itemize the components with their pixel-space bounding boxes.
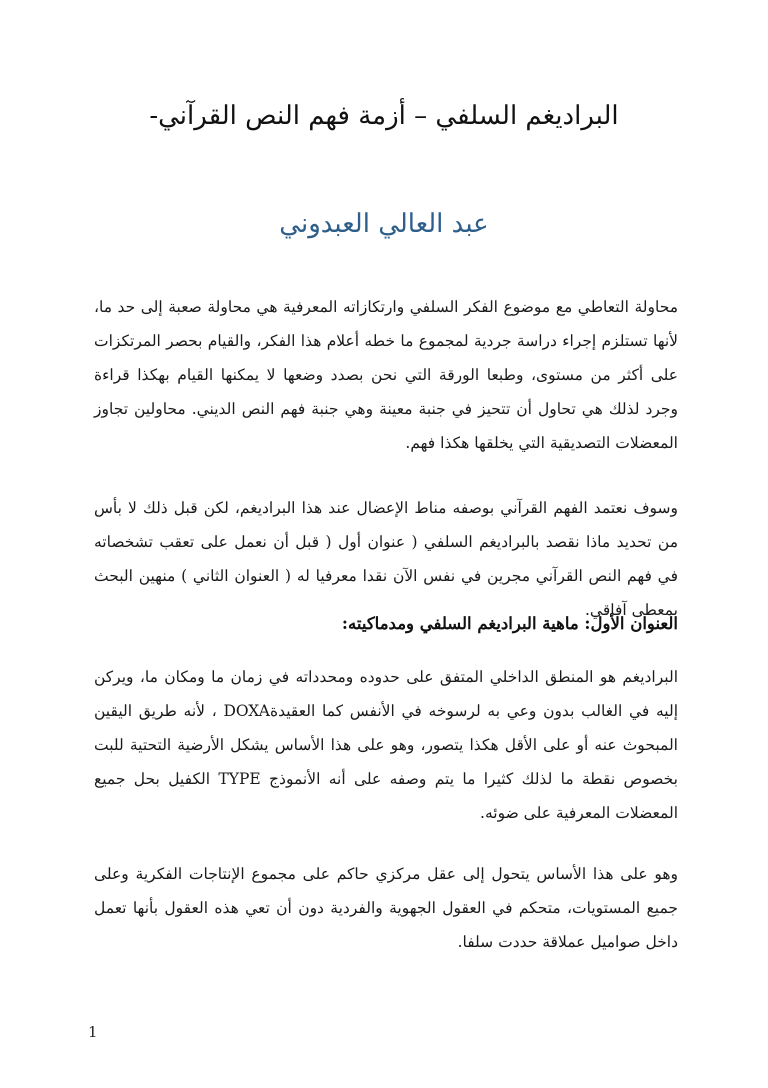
section-heading: العنوان الأول: ماهية البراديغم السلفي ومدماكيته: bbox=[341, 614, 678, 633]
paragraph-method: وسوف نعتمد الفهم القرآني بوصفه مناط الإعضال عند هذا البراديغم، لكن قبل ذلك لا بأس من تحديد ماذا نقصد بالبراديغم السلفي ( عنوان أول ( قبل أن نعمل على تعقب تشخصاته في فهم النص القرآني مجرين في نفس الآن نقدا معرفيا له ( العنوان الثاني ) منهين البحث بمعطى آفاقي. bbox=[94, 499, 678, 619]
paragraph-paradigm-definition: البراديغم هو المنطق الداخلي المتفق على حدوده ومحدداته في زمان ما ومكان ما، ويركن إليه في الغالب بدون وعي به لرسوخه في الأنفس كما العقيدةDOXA ، لأنه طريق اليقين المبحوث عنه أو على الأقل هكذا يتصور، وهو على هذا الأساس يشكل الأرضية التحتية للبت بخصوص نقطة ما لذلك كثيرا ما يتم وصفه على أنه الأنموذج TYPE الكفيل بحل جميع المعضلات المعرفية على ضوئه. bbox=[94, 668, 679, 822]
page-number: 1 bbox=[88, 1023, 98, 1041]
document-title: البراديغم السلفي – أزمة فهم النص القرآني- bbox=[149, 101, 619, 131]
paragraph-central-mind: وهو على هذا الأساس يتحول إلى عقل مركزي حاكم على مجموع الإنتاجات الفكرية وعلى جميع المستويات، متحكم في العقول الجهوية والفردية دون أن تعي هذه العقول بأنها تعمل داخل صواميل عملاقة حددت سلفا. bbox=[94, 865, 678, 951]
paragraph-intro: محاولة التعاطي مع موضوع الفكر السلفي وارتكازاته المعرفية هي محاولة صعبة إلى حد ما، لأنها تستلزم إجراء دراسة جردية لمجموع ما خطه أعلام هذا الفكر، والقيام بحصر المرتكزات على أكثر من مستوى، وطبعا الورقة التي نحن بصدد وضعها لا يمكنها القيام بهكذا قراءة وجرد لذلك هي تحاول أن تتحيز في جنبة معينة وهي جنبة فهم النص الديني. محاولين تجاوز المعضلات التصديقية التي يخلقها هكذا فهم. bbox=[94, 298, 678, 452]
author-name: عبد العالي العبدوني bbox=[279, 209, 489, 239]
